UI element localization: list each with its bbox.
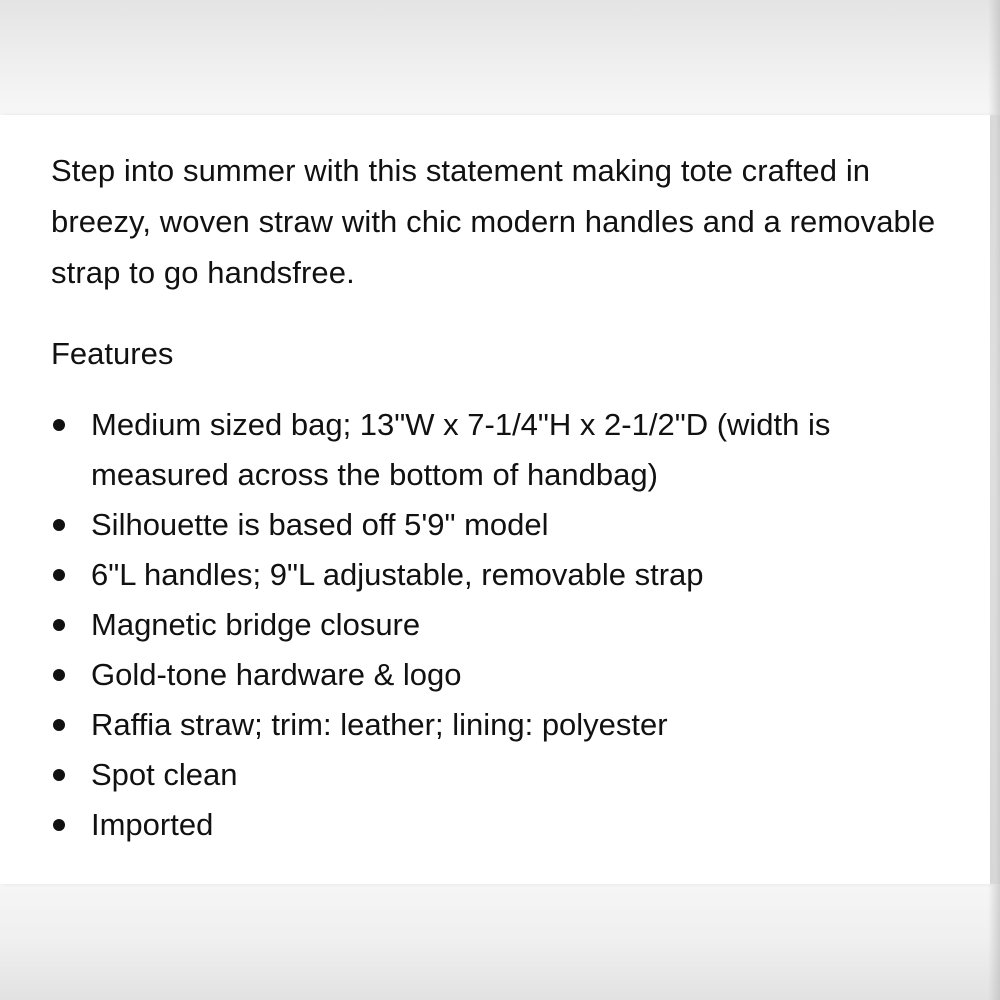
bullet-icon [53,769,65,781]
feature-text: Gold-tone hardware & logo [91,657,462,692]
feature-item [0,500,960,550]
feature-item [0,550,960,600]
bullet-icon [53,669,65,681]
feature-text: Medium sized bag; 13"W x 7-1/4"H x 2-1/2"D (width is measured across the bottom of handbag) [91,407,831,492]
bullet-icon [53,569,65,581]
feature-item [0,800,960,850]
feature-item [0,700,960,750]
feature-text: Spot clean [91,757,238,792]
feature-text: Silhouette is based off 5'9" model [91,507,549,542]
product-intro-text: Step into summer with this statement making tote crafted in breezy, woven straw with chic modern handles and a removable strap to go handsfree. [51,153,936,290]
feature-text: 6"L handles; 9"L adjustable, removable strap [91,557,704,592]
feature-item [0,600,960,650]
feature-list [0,400,960,850]
bullet-icon [53,519,65,531]
product-description-card [0,115,990,884]
feature-item [0,750,960,800]
background-bottom [0,884,1000,1000]
feature-text: Magnetic bridge closure [91,607,421,642]
background-top [0,0,1000,115]
features-heading: Features [51,336,174,371]
bullet-icon [53,419,65,431]
feature-item [0,400,960,500]
bullet-icon [53,619,65,631]
feature-item [0,650,960,700]
feature-text: Imported [91,807,214,842]
feature-text: Raffia straw; trim: leather; lining: polyester [91,707,668,742]
bullet-icon [53,819,65,831]
bullet-icon [53,719,65,731]
